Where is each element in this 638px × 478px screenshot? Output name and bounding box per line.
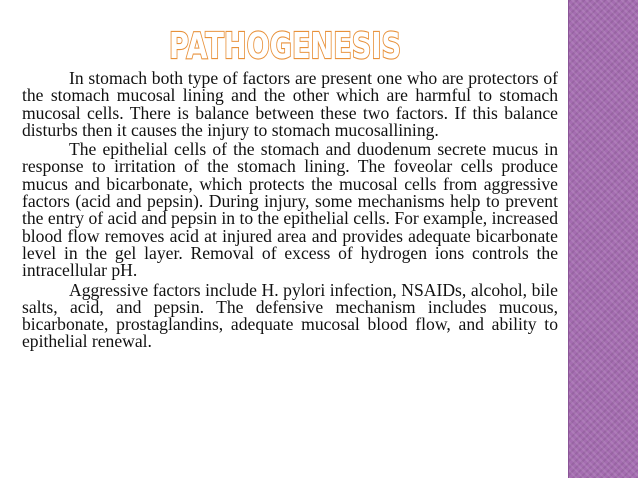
side-band-edge (568, 0, 569, 478)
slide-title-graphic (150, 22, 420, 68)
slide-body (22, 70, 558, 353)
decorative-side-band (568, 0, 638, 478)
paragraph-aggressive-factors: Aggressive factors include H. pylori infection, NSAIDs, alcohol, bile salts, acid, and pepsin. The defensive mechanism includes mucous, bicarbonate, prostaglandins, adequate mucosal blood flow, and ability to epithelial renewal. (22, 279, 558, 352)
slide-title (150, 22, 420, 68)
paragraph-balance: In stomach both type of factors are present one who are protectors of the stomach mucosal lining and the other which are harmful to stomach mucosal cells. There is balance between these two factors. If this balance disturbs then it causes the injury to stomach mucosallining. (22, 68, 558, 140)
paragraph-epithelial-cells: The epithelial cells of the stomach and duodenum secrete mucus in response to irritation of the stomach lining. The foveolar cells produce mucus and bicarbonate, which protects the mucosal cells from aggressive factors (acid and pepsin). During injury, some mechanisms help to prevent the entry of acid and pepsin in to the epithelial cells. For example, increased blood flow removes acid at injured area and provides adequate bicarbonate level in the gel layer. Removal of excess of hydrogen ions controls the intracellular pH. (22, 139, 558, 281)
slide-title-text: PATHOGENESIS (169, 26, 401, 67)
